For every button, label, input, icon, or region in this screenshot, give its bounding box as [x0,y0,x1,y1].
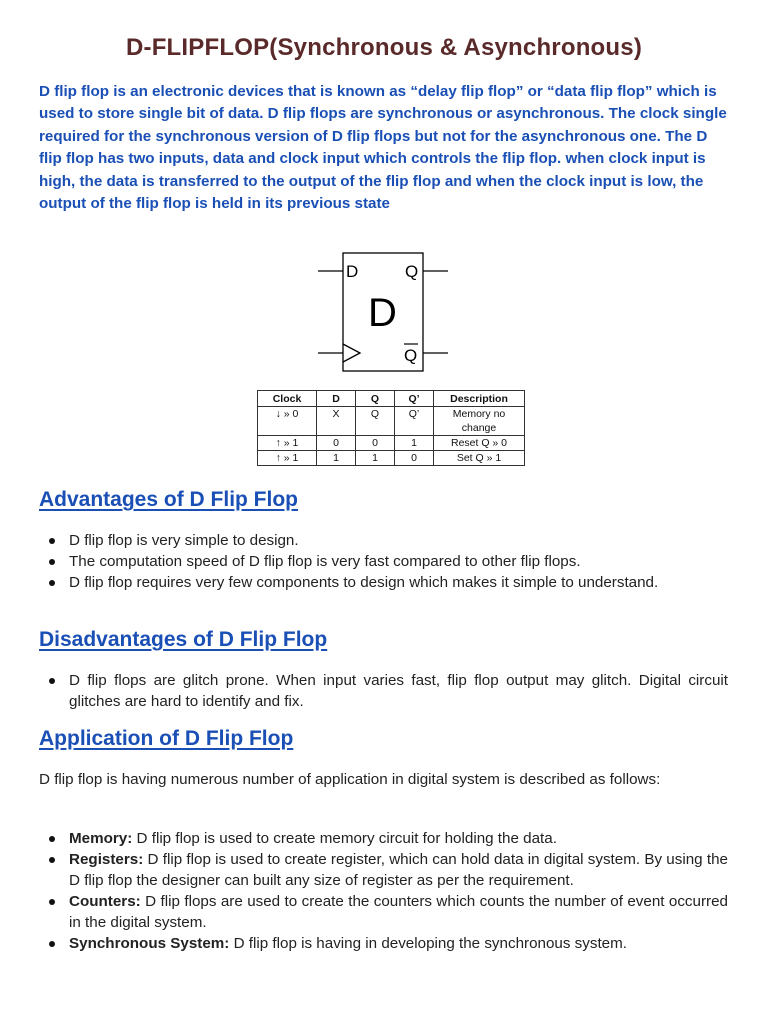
cell-description: Memory no change [434,407,525,436]
cell-clock: ↑ » 1 [258,436,317,451]
table-row [258,436,525,451]
cell-q-prime: 0 [395,451,434,466]
d-flipflop-diagram [316,250,456,375]
header-d: D [317,391,356,407]
cell-d: 1 [317,451,356,466]
advantages-list [39,530,728,593]
list-item-term: Registers: [69,851,144,868]
list-item [39,933,728,954]
cell-d: 0 [317,436,356,451]
truth-table [257,390,525,466]
d-input-label: D [346,262,359,281]
qbar-output-label: Q [404,346,418,365]
header-q-prime: Q’ [395,391,434,407]
bullet-icon [49,899,55,905]
list-item-term: Memory: [69,830,133,847]
list-item-text: D flip flop is used to create memory circuit for holding the data. [136,830,557,847]
list-item-term: Counters: [69,893,141,910]
cell-q: 1 [356,451,395,466]
advantages-heading: Advantages of D Flip Flop [39,488,299,511]
bullet-icon [49,857,55,863]
list-item-text: D flip flop requires very few components to design which makes it simple to understand. [69,574,659,591]
list-item-text: D flip flop is very simple to design. [69,532,299,549]
cell-q-prime: Q’ [395,407,434,436]
list-item [39,670,728,712]
cell-d: X [317,407,356,436]
table-row [258,407,525,436]
list-item [39,891,728,933]
applications-intro: D flip flop is having numerous number of application in digital system is described as follows: [39,771,661,788]
header-q: Q [356,391,395,407]
cell-description: Set Q » 1 [434,451,525,466]
list-item-text: D flip flop is used to create register, which can hold data in digital system. By using the D flip flop the designer can built any size of register as per the requirement. [69,851,728,889]
list-item [39,849,728,891]
cell-q: 0 [356,436,395,451]
list-item [39,530,728,551]
list-item-text: D flip flops are used to create the counters which counts the number of event occurred in the digital system. [69,893,728,931]
list-item-term: Synchronous System: [69,935,230,952]
cell-description: Reset Q » 0 [434,436,525,451]
page-title: D-FLIPFLOP(Synchronous & Asynchronous) [125,34,643,61]
bullet-icon [49,678,55,684]
cell-q: Q [356,407,395,436]
cell-q-prime: 1 [395,436,434,451]
list-item [39,551,728,572]
cell-clock: ↓ » 0 [258,407,317,436]
bullet-icon [49,941,55,947]
q-output-label: Q [405,262,419,281]
list-item-text: D flip flop is having in developing the synchronous system. [233,935,627,952]
bullet-icon [49,580,55,586]
bullet-icon [49,836,55,842]
list-item-text: The computation speed of D flip flop is very fast compared to other flip flops. [69,553,581,570]
applications-list [39,828,728,954]
bullet-icon [49,538,55,544]
list-item-text: D flip flops are glitch prone. When input varies fast, flip flop output may glitch. Digital circuit glitches are hard to identify and fix. [69,672,728,710]
bullet-icon [49,559,55,565]
cell-clock: ↑ » 1 [258,451,317,466]
list-item [39,828,728,849]
disadvantages-heading: Disadvantages of D Flip Flop [39,628,328,651]
center-label: D [368,291,397,335]
list-item [39,572,728,593]
truth-table-header-row [258,391,525,407]
table-row [258,451,525,466]
disadvantages-list [39,670,728,712]
intro-paragraph: D flip flop is an electronic devices that is known as “delay flip flop” or “data flip flop” which is used to store single bit of data. D flip flops are synchronous or asynchronous. The clock single required for the synchronous version of D flip flops but not for the asynchronous one. The D flip flop has two inputs, data and clock input which controls the flip flop. when clock input is high, the data is transferred to the output of the flip flop and when the clock input is low, the output of the flip flop is held in its previous state [39,83,727,213]
header-clock: Clock [258,391,317,407]
applications-heading: Application of D Flip Flop [39,727,294,750]
header-description: Description [434,391,525,407]
